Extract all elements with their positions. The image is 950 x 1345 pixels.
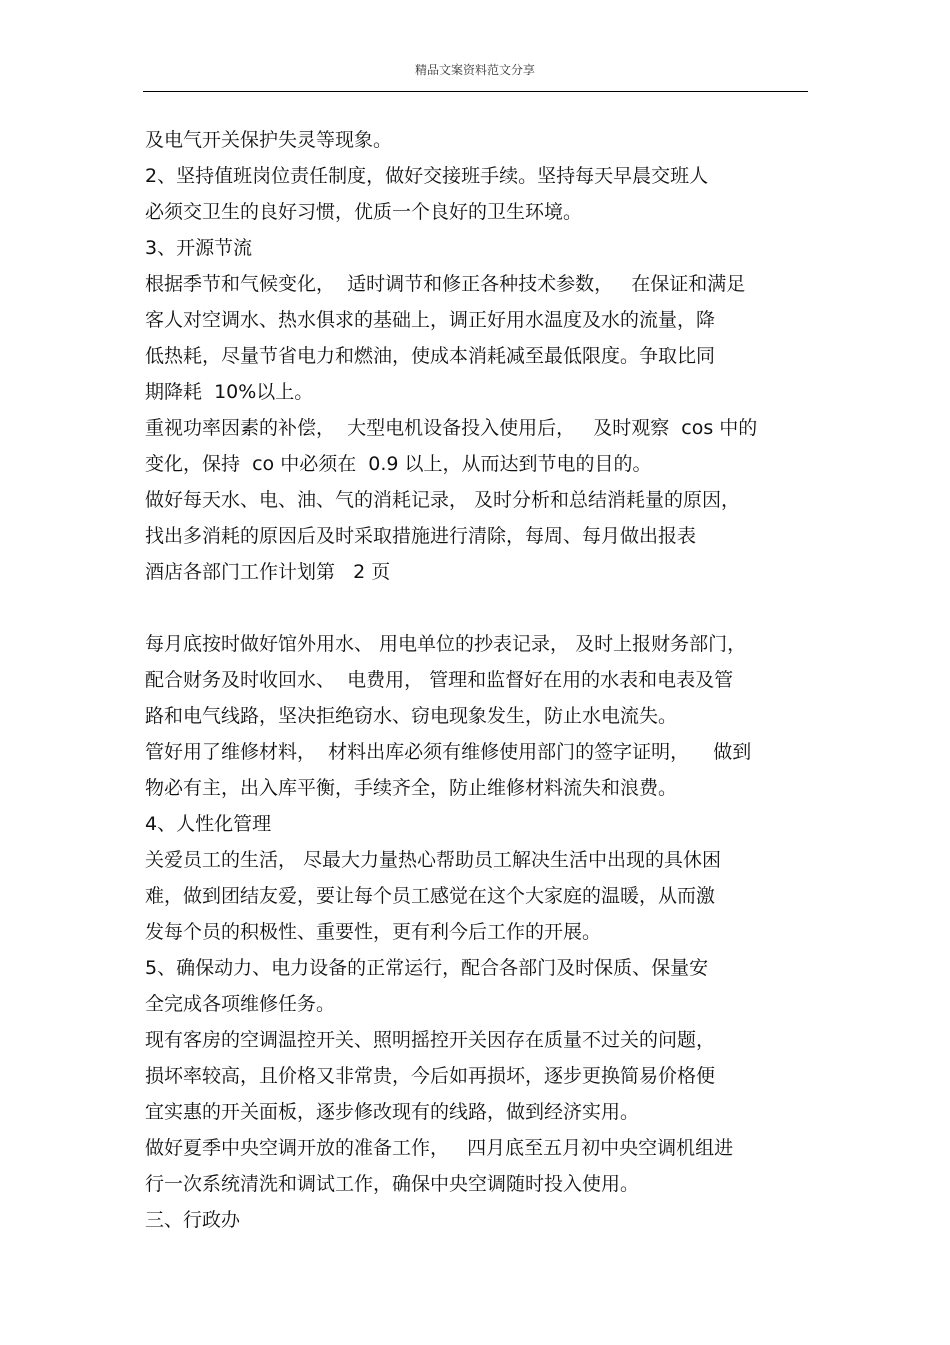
text-line: 做好每天水、电、油、气的消耗记录， 及时分析和总结消耗量的原因， bbox=[145, 489, 741, 511]
text-line: 现有客房的空调温控开关、照明摇控开关因存在质量不过关的问题， bbox=[145, 1029, 716, 1051]
text-line: 客人对空调水、热水俱求的基础上，调正好用水温度及水的流量，降 bbox=[145, 309, 716, 331]
section-heading: 3、开源节流 bbox=[145, 237, 253, 259]
text-line: 2、坚持值班岗位责任制度，做好交接班手续。坚持每天早晨交班人 bbox=[145, 165, 709, 187]
text-line: 变化，保持 co 中必须在 0.9 以上，从而达到节电的目的。 bbox=[145, 453, 652, 475]
text-line: 做好夏季中央空调开放的准备工作， 四月底至五月初中央空调机组进 bbox=[145, 1137, 734, 1159]
text-line: 发每个员的积极性、重要性，更有利今后工作的开展。 bbox=[145, 921, 602, 943]
section-heading: 4、人性化管理 bbox=[145, 813, 272, 835]
text-line: 难，做到团结友爱，要让每个员工感觉在这个大家庭的温暖，从而激 bbox=[145, 885, 716, 907]
text-line: 重视功率因素的补偿， 大型电机设备投入使用后， 及时观察 cos 中的 bbox=[145, 417, 758, 439]
text-line: 管好用了维修材料， 材料出库必须有维修使用部门的签字证明， 做到 bbox=[145, 741, 752, 763]
text-line: 每月底按时做好馆外用水、 用电单位的抄表记录， 及时上报财务部门， bbox=[145, 633, 747, 655]
text-line: 宜实惠的开关面板，逐步修改现有的线路，做到经济实用。 bbox=[145, 1101, 640, 1123]
document-body bbox=[145, 122, 810, 1238]
header-divider bbox=[143, 91, 808, 92]
text-line: 必须交卫生的良好习惯，优质一个良好的卫生环境。 bbox=[145, 201, 583, 223]
text-line: 全完成各项维修任务。 bbox=[145, 993, 336, 1015]
page-footer-note: 酒店各部门工作计划第 2 页 bbox=[145, 561, 391, 583]
text-line: 低热耗，尽量节省电力和燃油，使成本消耗减至最低限度。争取比同 bbox=[145, 345, 716, 367]
text-line: 期降耗 10%以上。 bbox=[145, 381, 314, 403]
section-heading: 5、确保动力、电力设备的正常运行，配合各部门及时保质、保量安 bbox=[145, 957, 709, 979]
text-line: 找出多消耗的原因后及时采取措施进行清除，每周、每月做出报表 bbox=[145, 525, 697, 547]
text-line: 物必有主，出入库平衡，手续齐全，防止维修材料流失和浪费。 bbox=[145, 777, 678, 799]
text-line: 损坏率较高，且价格又非常贵，今后如再损坏，逐步更换简易价格便 bbox=[145, 1065, 716, 1087]
text-line: 及电气开关保护失灵等现象。 bbox=[145, 129, 393, 151]
page-header: 精品文案资料范文分享 bbox=[414, 63, 535, 77]
text-line: 路和电气线路，坚决拒绝窃水、窃电现象发生，防止水电流失。 bbox=[145, 705, 678, 727]
text-line: 关爱员工的生活， 尽最大力量热心帮助员工解决生活中出现的具休困 bbox=[145, 849, 722, 871]
section-heading: 三、行政办 bbox=[145, 1209, 241, 1231]
blank-line bbox=[145, 590, 810, 626]
text-line: 配合财务及时收回水、 电费用， 管理和监督好在用的水表和电表及管 bbox=[145, 669, 734, 691]
text-line: 根据季节和气候变化， 适时调节和修正各种技术参数， 在保证和满足 bbox=[145, 273, 746, 295]
text-line: 行一次系统清洗和调试工作，确保中央空调随时投入使用。 bbox=[145, 1173, 640, 1195]
